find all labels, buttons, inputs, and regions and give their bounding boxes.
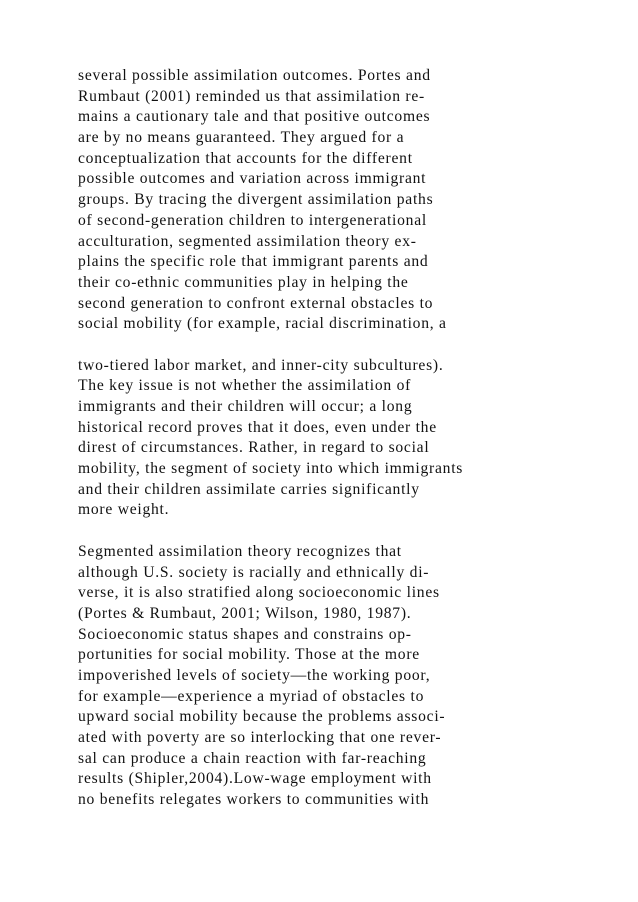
text-line: plains the specific role that immigrant parents and — [78, 253, 429, 271]
text-line: verse, it is also stratified along socioeconomic lines — [78, 584, 440, 602]
text-line: ated with poverty are so interlocking that one rever- — [78, 729, 442, 746]
text-line: several possible assimilation outcomes. Portes and — [78, 67, 431, 84]
text-line: no benefits relegates workers to communities with — [78, 791, 430, 809]
text-line: results (Shipler,2004).Low-wage employment with — [78, 770, 432, 788]
text-line: for example—experience a myriad of obstacles to — [78, 687, 425, 705]
text-line: historical record proves that it does, even under the — [78, 418, 437, 436]
text-line: mobility, the segment of society into which immigrants — [78, 460, 464, 478]
text-line: two-tiered labor market, and inner-city subcultures). — [78, 356, 444, 374]
text-line: impoverished levels of society—the working poor, — [78, 666, 431, 684]
text-line: and their children assimilate carries significantly — [78, 480, 420, 498]
text-line: more weight. — [78, 501, 170, 519]
text-line: portunities for social mobility. Those at the more — [78, 646, 420, 664]
paragraph-1 — [78, 66, 598, 335]
text-line: immigrants and their children will occur; a long — [78, 398, 413, 415]
text-line: acculturation, segmented assimilation theory ex- — [78, 232, 417, 250]
text-line: social mobility (for example, racial discrimination, a — [78, 315, 447, 333]
text-line: sal can produce a chain reaction with far-reaching — [78, 749, 427, 767]
text-line: upward social mobility because the problems associ- — [78, 708, 446, 726]
text-line: The key issue is not whether the assimilation of — [78, 377, 412, 395]
text-line: Segmented assimilation theory recognizes that — [78, 542, 402, 560]
text-line: of second-generation children to intergenerational — [78, 211, 427, 229]
text-line: Socioeconomic status shapes and constrains op- — [78, 625, 412, 643]
text-line: conceptualization that accounts for the different — [78, 149, 413, 167]
text-line: their co-ethnic communities play in helping the — [78, 273, 409, 291]
paragraph-2 — [78, 356, 598, 522]
text-line: direst of circumstances. Rather, in regard to social — [78, 439, 430, 457]
paragraph-3 — [78, 542, 598, 811]
text-line: Rumbaut (2001) reminded us that assimilation re- — [78, 87, 425, 105]
text-line: mains a cautionary tale and that positive outcomes — [78, 108, 431, 126]
text-line: are by no means guaranteed. They argued for a — [78, 129, 405, 147]
body-text — [78, 66, 598, 811]
text-line: groups. By tracing the divergent assimilation paths — [78, 191, 434, 209]
text-line: second generation to confront external obstacles to — [78, 294, 434, 312]
text-line: although U.S. society is racially and ethnically di- — [78, 563, 430, 581]
text-line: possible outcomes and variation across immigrant — [78, 170, 427, 188]
text-line: (Portes & Rumbaut, 2001; Wilson, 1980, 1987). — [78, 604, 412, 622]
